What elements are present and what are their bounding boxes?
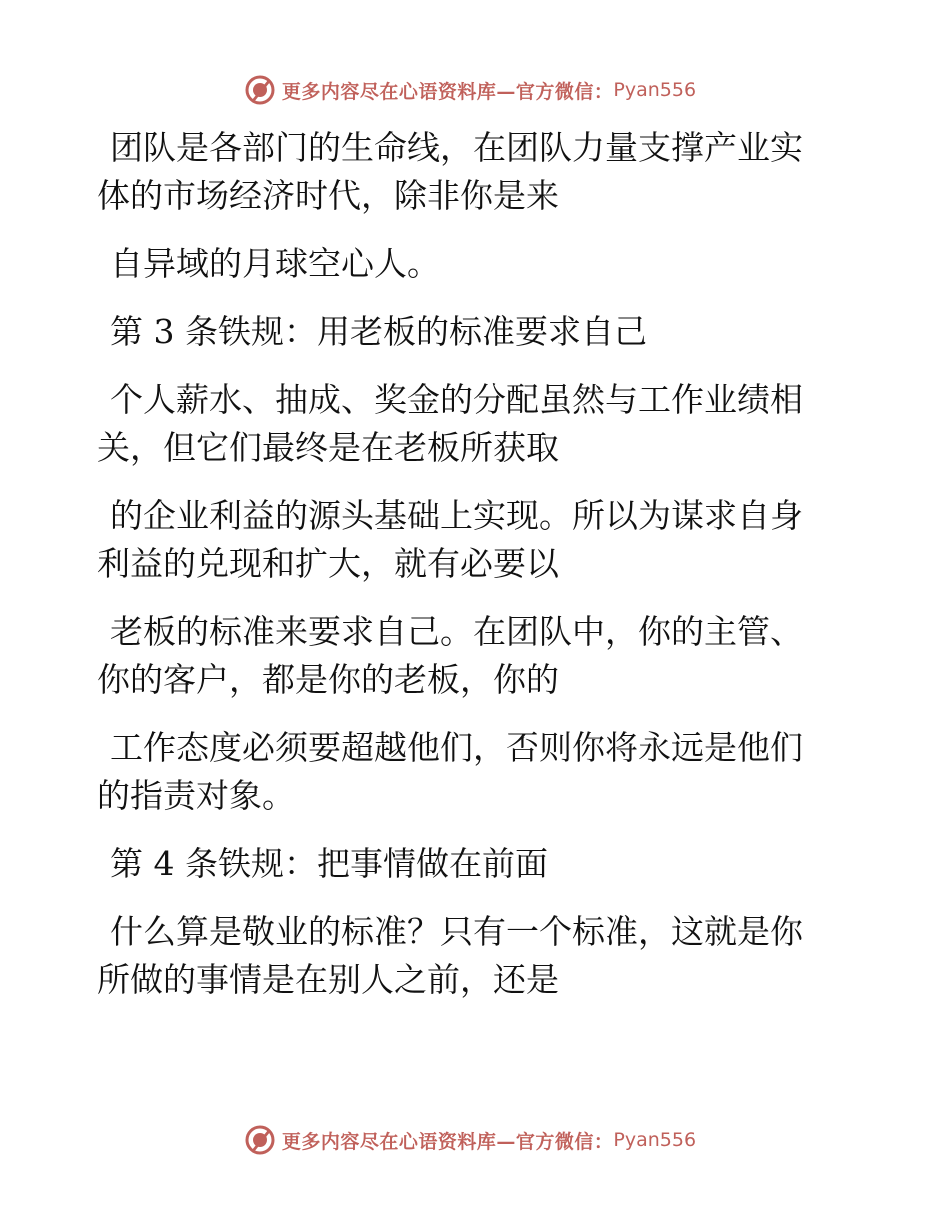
text-line: 自异域的月球空心人。 [110, 244, 440, 283]
section-heading [97, 308, 857, 356]
heading-text: 第 3 条铁规：用老板的标准要求自己 [110, 312, 647, 351]
text-line: 的企业利益的源头基础上实现。所以为谋求自身 [110, 496, 803, 535]
watermark-wechat-id: Pyan556 [613, 1129, 697, 1151]
paragraph [97, 724, 857, 820]
watermark-text: 更多内容尽在心语资料库—官方微信： [281, 1130, 614, 1153]
paragraph [97, 240, 857, 288]
text-line: 利益的兑现和扩大，就有必要以 [97, 544, 559, 583]
paragraph [97, 908, 857, 1004]
text-line: 什么算是敬业的标准？只有一个标准，这就是你 [110, 912, 803, 951]
quill-seal-icon [244, 1124, 276, 1156]
section-heading [97, 840, 857, 888]
quill-seal-icon [244, 74, 276, 106]
paragraph [97, 608, 857, 704]
paragraph [97, 376, 857, 472]
paragraph [97, 124, 857, 220]
text-line: 你的客户，都是你的老板，你的 [97, 660, 559, 699]
footer-watermark [0, 1120, 950, 1160]
text-line: 关，但它们最终是在老板所获取 [97, 428, 559, 467]
text-line: 老板的标准来要求自己。在团队中，你的主管、 [110, 612, 803, 651]
text-line: 所做的事情是在别人之前，还是 [97, 960, 559, 999]
watermark-wechat-id: Pyan556 [613, 79, 697, 101]
text-line: 个人薪水、抽成、奖金的分配虽然与工作业绩相 [110, 380, 803, 419]
text-line: 的指责对象。 [97, 776, 295, 815]
text-line: 工作态度必须要超越他们，否则你将永远是他们 [110, 728, 803, 767]
document-body [97, 124, 857, 1024]
header-watermark [0, 70, 950, 110]
text-line: 团队是各部门的生命线，在团队力量支撑产业实 [110, 128, 803, 167]
text-line: 体的市场经济时代，除非你是来 [97, 176, 559, 215]
paragraph [97, 492, 857, 588]
heading-text: 第 4 条铁规：把事情做在前面 [110, 844, 548, 883]
watermark-text: 更多内容尽在心语资料库—官方微信： [281, 80, 614, 103]
